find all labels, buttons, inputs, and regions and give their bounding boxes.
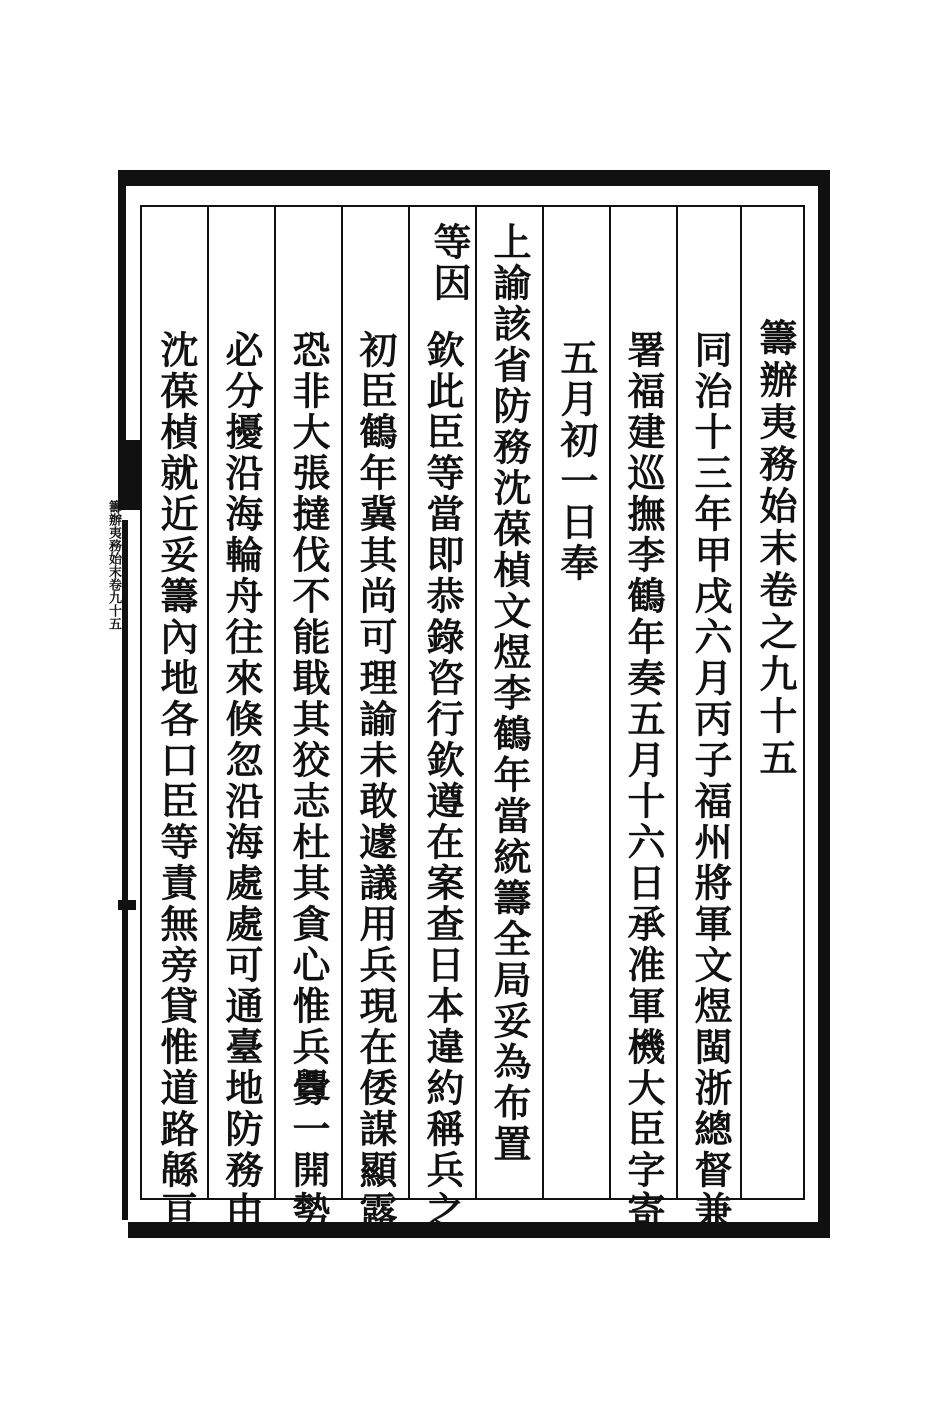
left-border-rule — [118, 170, 126, 440]
top-border-rule — [118, 170, 830, 186]
column-divider — [408, 205, 410, 1200]
left-margin-mark — [118, 900, 136, 910]
column-divider — [740, 205, 742, 1200]
text-column: 欽此臣等當即恭錄咨行欽遵在案查日本違約稱兵之 — [420, 330, 465, 1232]
left-border-rule-lower — [122, 520, 128, 1220]
text-column-edict: 上諭該省防務沈葆楨文煜李鶴年當統籌全局妥為布置等因 — [427, 222, 532, 1165]
column-divider — [207, 205, 209, 1200]
column-divider — [542, 205, 544, 1200]
margin-label: 籌辦夷務始末卷九十五 — [106, 500, 121, 630]
right-border-rule — [818, 170, 830, 1238]
text-column: 必分擾沿海輪舟往來倏忽沿海處處可通臺地防務由 — [219, 330, 264, 1232]
column-divider — [609, 205, 611, 1200]
text-column: 五月初一日奉 — [554, 338, 599, 584]
text-column: 署福建巡撫李鶴年奏五月十六日承准軍機大臣字寄 — [621, 330, 666, 1232]
column-divider — [676, 205, 678, 1200]
column-divider — [341, 205, 343, 1200]
column-divider — [475, 205, 477, 1200]
text-column: 沈葆楨就近妥籌內地各口臣等責無旁貸惟道路緜亘 — [154, 330, 199, 1232]
text-column: 同治十三年甲戌六月丙子福州將軍文煜閩浙總督兼 — [688, 330, 733, 1232]
text-column: 初臣鶴年冀其尚可理諭未敢遽議用兵現在倭謀顯露 — [353, 330, 398, 1232]
column-divider — [274, 205, 276, 1200]
text-column: 恐非大張撻伐不能戢其狡志杜其貪心惟兵釁一開勢 — [286, 330, 331, 1232]
text-column-title: 籌辦夷務始末卷之九十五 — [753, 318, 798, 780]
